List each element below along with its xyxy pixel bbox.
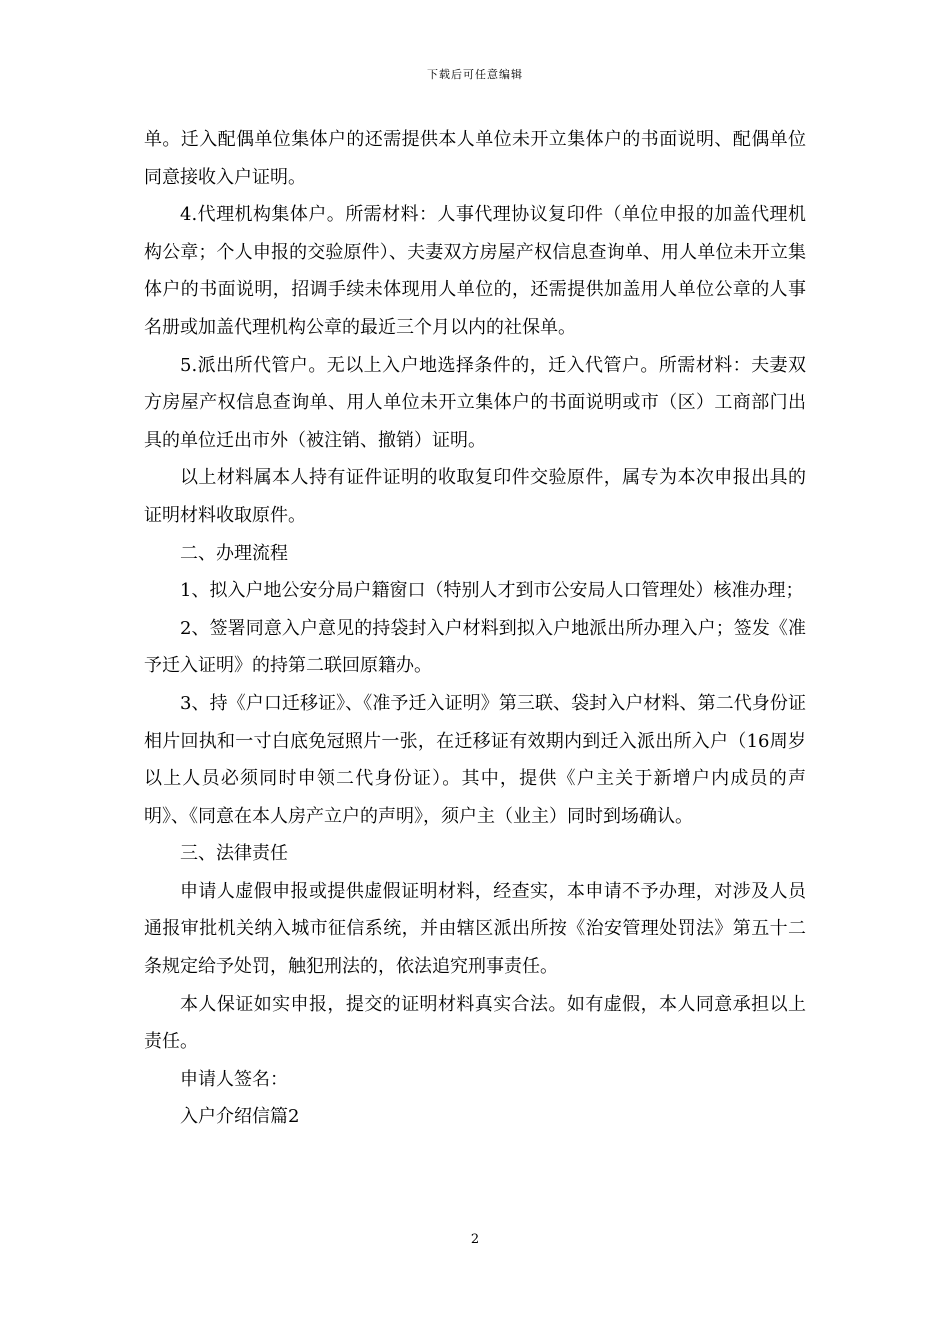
paragraph-3: 5.派出所代管户。无以上入户地选择条件的，迁入代管户。所需材料：夫妻双方房屋产权信息查询单、用人单位未开立集体户的书面说明或市（区）工商部门出具的单位迁出市外（被注销、撤销）证明。 — [144, 354, 806, 451]
paragraph-1: 单。迁入配偶单位集体户的还需提供本人单位未开立集体户的书面说明、配偶单位同意接收入户证明。 — [144, 129, 806, 188]
paragraph-8: 3、持《户口迁移证》、《准予迁入证明》第三联、袋封入户材料、第二代身份证相片回执和一寸白底免冠照片一张，在迁移证有效期内到迁入派出所入户（16周岁以上人员必须同时申领二代身份证）。其中，提供《户主关于新增户内成员的声明》、《同意在本人房产立户的声明》，须户主（业主）同时到场确认。 — [144, 692, 806, 827]
section-heading-2: 二、办理流程 — [180, 542, 288, 564]
paragraph-2: 4.代理机构集体户。所需材料：人事代理协议复印件（单位申报的加盖代理机构公章；个人申报的交验原件）、夫妻双方房屋产权信息查询单、用人单位未开立集体户的书面说明，招调手续未体现用人单位的，还需提供加盖用人单位公章的人事名册或加盖代理机构公章的最近三个月以内的社保单。 — [144, 204, 806, 338]
signature-line: 申请人签名： — [180, 1068, 288, 1090]
paragraph-4: 以上材料属本人持有证件证明的收取复印件交验原件，属专为本次申报出具的证明材料收取原件。 — [144, 467, 806, 526]
document-body — [144, 121, 806, 1136]
page-header: 下载后可任意编辑 — [427, 68, 523, 81]
next-section-title: 入户介绍信篇2 — [180, 1106, 300, 1128]
paragraph-7: 2、签署同意入户意见的持袋封入户材料到拟入户地派出所办理入户；签发《准予迁入证明》的持第二联回原籍办。 — [144, 617, 806, 677]
paragraph-10: 申请人虚假申报或提供虚假证明材料，经查实，本申请不予办理，对涉及人员通报审批机关纳入城市征信系统，并由辖区派出所按《治安管理处罚法》第五十二条规定给予处罚，触犯刑法的，依法追究刑事责任。 — [144, 880, 806, 978]
paragraph-6: 1、拟入户地公安分局户籍窗口（特别人才到市公安局人口管理处）核准办理； — [180, 580, 804, 602]
paragraph-11: 本人保证如实申报，提交的证明材料真实合法。如有虚假，本人同意承担以上责任。 — [144, 993, 806, 1053]
section-heading-3: 三、法律责任 — [180, 843, 288, 865]
page-number: 2 — [470, 1232, 480, 1247]
